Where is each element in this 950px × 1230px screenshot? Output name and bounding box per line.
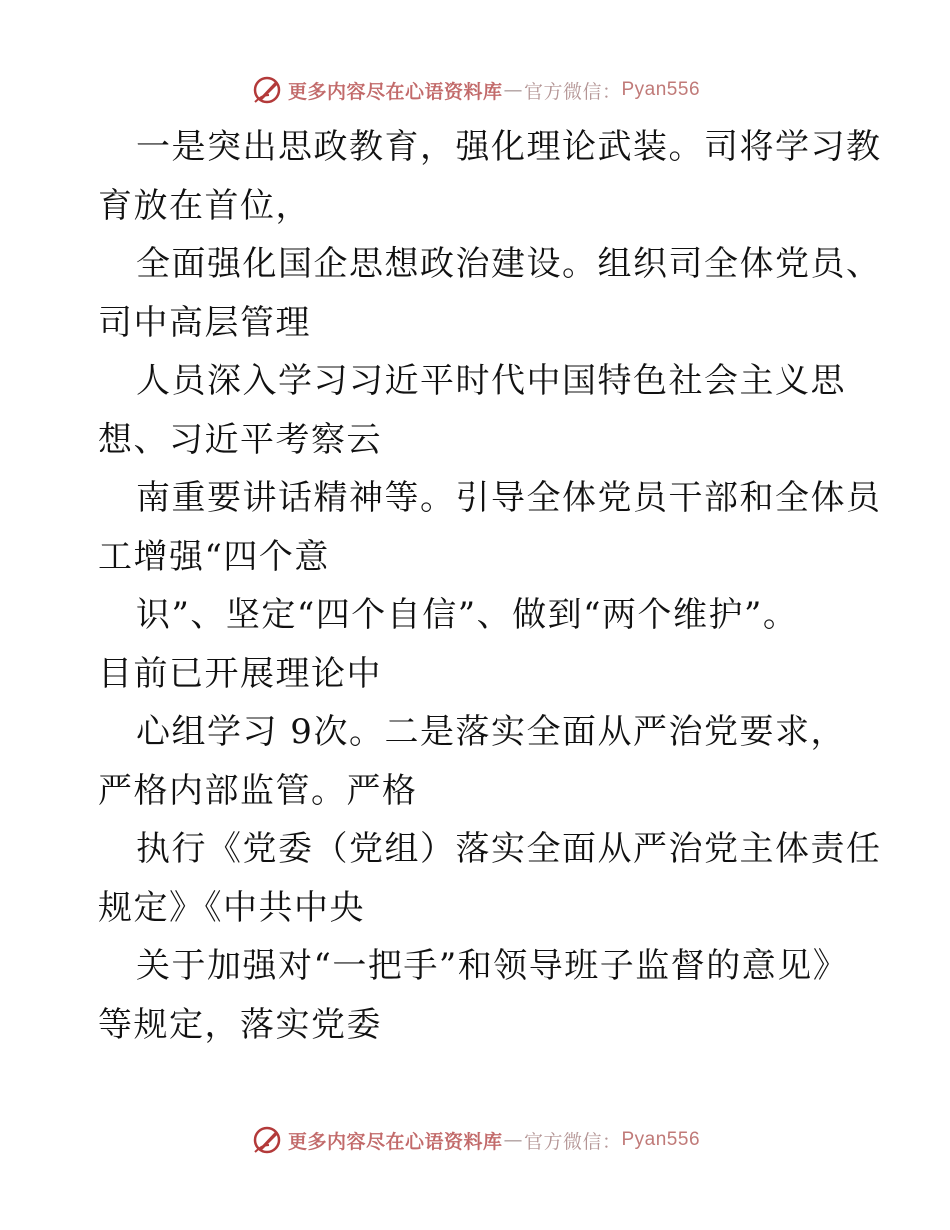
body-line: 目前已开展理论中 — [98, 653, 382, 694]
document-body — [98, 118, 882, 1054]
body-line: 严格内部监管。严格 — [98, 770, 418, 811]
body-line: 育放在首位， — [98, 185, 311, 226]
body-line: 想、习近平考察云 — [98, 419, 382, 460]
body-line: 规定》《中共中央 — [98, 887, 365, 928]
body-line: 全面强化国企思想政治建设。组织司全体党员、 — [136, 244, 882, 284]
footer-watermark — [0, 1120, 950, 1160]
body-line: 执行《党委（党组）落实全面从严治党主体责任 — [136, 829, 882, 869]
watermark-label: 官方微信： — [523, 80, 622, 103]
watermark-account: Pyan556 — [621, 1129, 701, 1150]
body-line: 工增强“四个意 — [98, 536, 330, 577]
body-line: 心组学习 9次。二是落实全面从严治党要求， — [136, 712, 846, 752]
quill-logo-icon — [250, 1123, 284, 1157]
watermark-account: Pyan556 — [621, 79, 701, 100]
body-line: 人员深入学习习近平时代中国特色社会主义思 — [136, 361, 846, 401]
body-line: 识”、坚定“四个自信”、做到“两个维护”。 — [136, 595, 799, 635]
header-watermark — [0, 70, 950, 110]
body-line: 关于加强对“一把手”和领导班子监督的意见》 — [136, 946, 849, 986]
watermark-label: 官方微信： — [523, 1130, 622, 1153]
quill-logo-icon — [250, 73, 284, 107]
body-line: 等规定，落实党委 — [98, 1004, 382, 1045]
body-line: 一是突出思政教育，强化理论武装。司将学习教 — [136, 127, 882, 167]
watermark-separator: — — [503, 79, 523, 101]
watermark-brand: 更多内容尽在心语资料库 — [287, 80, 503, 103]
body-line: 司中高层管理 — [98, 302, 311, 343]
body-line: 南重要讲话精神等。引导全体党员干部和全体员 — [136, 478, 882, 518]
watermark-brand: 更多内容尽在心语资料库 — [287, 1130, 503, 1153]
watermark-separator: — — [503, 1129, 523, 1151]
